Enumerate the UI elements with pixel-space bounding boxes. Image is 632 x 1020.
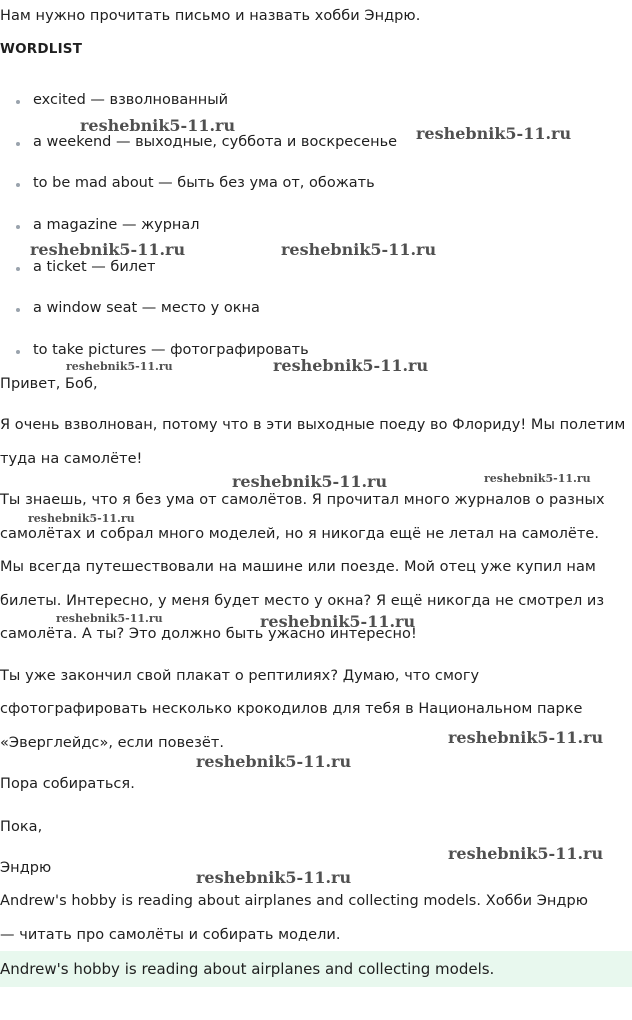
watermark: reshebnik5-11.ru — [80, 116, 236, 135]
bullet-icon — [16, 100, 20, 104]
bullet-icon — [16, 142, 20, 146]
letter-line: билеты. Интересно, у меня будет место у окна? Я ещё никогда не смотрел из — [0, 593, 605, 609]
watermark: reshebnik5-11.ru — [273, 356, 429, 375]
bullet-icon — [16, 183, 20, 187]
bullet-icon — [16, 267, 20, 271]
list-item-text: a ticket — билет — [33, 259, 156, 275]
watermark: reshebnik5-11.ru — [448, 728, 604, 747]
letter-line: Мы всегда путешествовали на машине или поезде. Мой отец уже купил нам — [0, 559, 596, 575]
watermark: reshebnik5-11.ru — [28, 512, 135, 525]
letter-signature: Эндрю — [0, 860, 52, 876]
bullet-icon — [16, 308, 20, 312]
watermark: reshebnik5-11.ru — [196, 752, 352, 771]
explanation-line: Andrew's hobby is reading about airplanes and collecting models. Хобби Эндрю — [0, 893, 589, 909]
list-item-text: a weekend — выходные, суббота и воскресенье — [33, 134, 398, 150]
list-item-text: a window seat — место у окна — [33, 300, 260, 316]
watermark: reshebnik5-11.ru — [232, 472, 388, 491]
letter-greeting: Привет, Боб, — [0, 376, 98, 392]
bullet-icon — [16, 350, 20, 354]
bullet-icon — [16, 225, 20, 229]
watermark: reshebnik5-11.ru — [260, 612, 416, 631]
letter-line: самолётах и собрал много моделей, но я никогда ещё не летал на самолёте. — [0, 526, 600, 542]
letter-line: Я очень взволнован, потому что в эти выходные поеду во Флориду! Мы полетим — [0, 417, 626, 433]
task-text: Нам нужно прочитать письмо и назвать хобби Эндрю. — [0, 8, 421, 24]
watermark: reshebnik5-11.ru — [30, 240, 186, 259]
letter-line: Пора собираться. — [0, 776, 135, 792]
watermark: reshebnik5-11.ru — [281, 240, 437, 259]
list-item-text: to take pictures — фотографировать — [33, 342, 309, 358]
letter-line: туда на самолёте! — [0, 451, 143, 467]
watermark: reshebnik5-11.ru — [66, 360, 173, 373]
answer-text: Andrew's hobby is reading about airplanes and collecting models. — [0, 960, 495, 978]
letter-line: «Эверглейдс», если повезёт. — [0, 735, 225, 751]
letter-line: Ты уже закончил свой плакат о рептилиях? Думаю, что смогу — [0, 668, 480, 684]
watermark: reshebnik5-11.ru — [196, 868, 352, 887]
letter-line: сфотографировать несколько крокодилов для тебя в Национальном парке — [0, 701, 583, 717]
watermark: reshebnik5-11.ru — [484, 472, 591, 485]
letter-line: Ты знаешь, что я без ума от самолётов. Я прочитал много журналов о разных — [0, 492, 605, 508]
wordlist-heading: WORDLIST — [0, 41, 83, 57]
explanation-line: — читать про самолёты и собирать модели. — [0, 927, 341, 943]
watermark: reshebnik5-11.ru — [56, 612, 163, 625]
list-item-text: excited — взволнованный — [33, 92, 229, 108]
watermark: reshebnik5-11.ru — [416, 124, 572, 143]
list-item-text: to be mad about — быть без ума от, обожать — [33, 175, 375, 191]
letter-line: самолёта. А ты? Это должно быть ужасно интересно! — [0, 626, 417, 642]
watermark: reshebnik5-11.ru — [448, 844, 604, 863]
letter-closing: Пока, — [0, 819, 43, 835]
list-item-text: a magazine — журнал — [33, 217, 200, 233]
